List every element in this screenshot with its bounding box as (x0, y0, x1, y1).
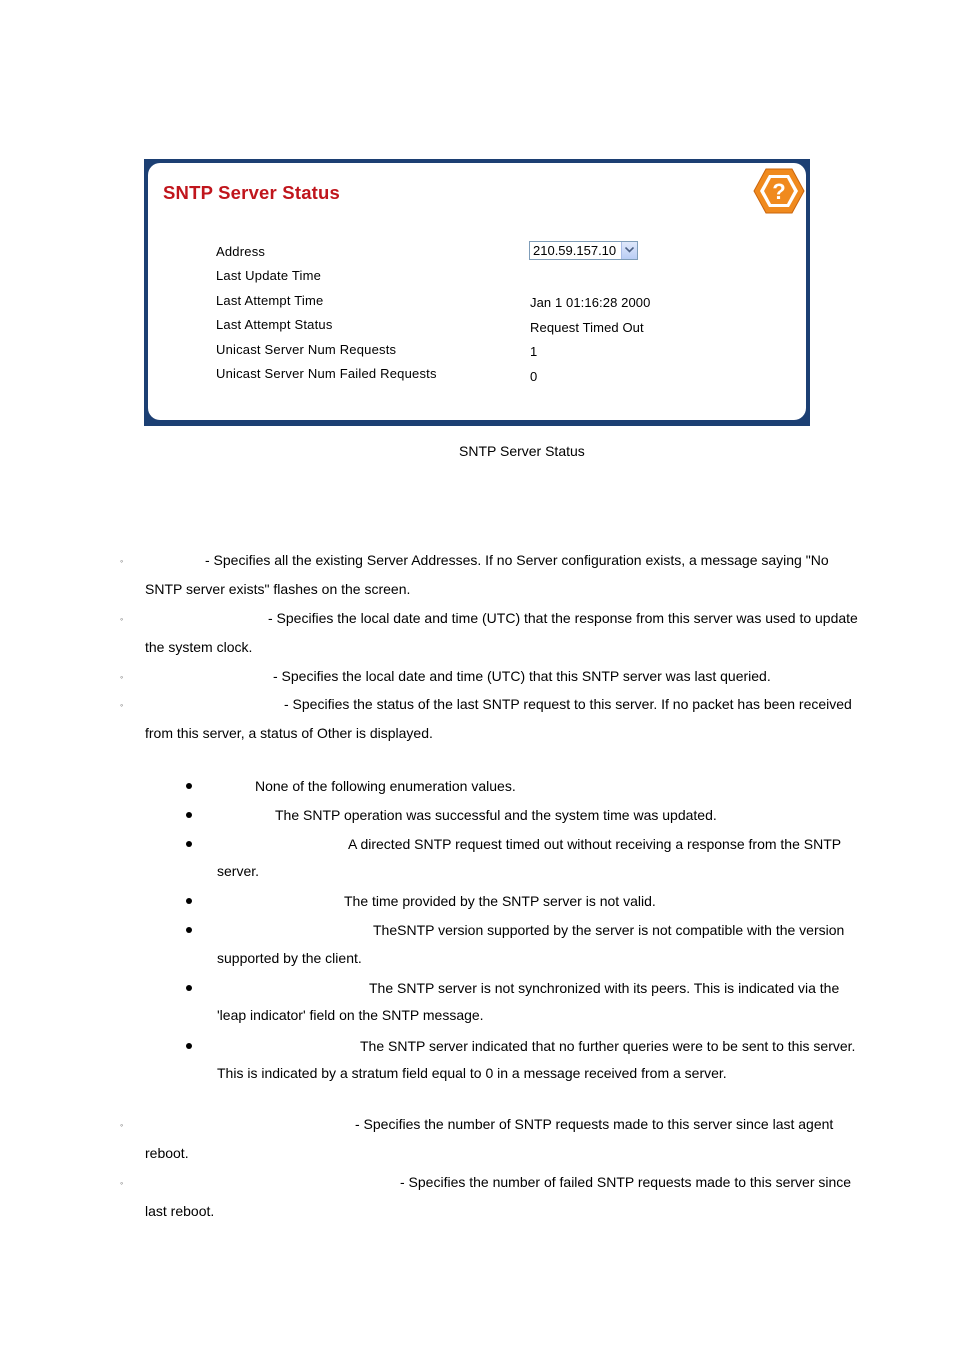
status-request-timed-out-line2: server. (217, 863, 260, 879)
status-kiss-of-death-line1: The SNTP server indicated that no further queries were to be sent to this server. (360, 1038, 856, 1054)
description-address-line2: SNTP server exists" flashes on the screen. (145, 581, 411, 597)
figure-caption: SNTP Server Status (459, 443, 585, 459)
description-num-requests-line1: - Specifies the number of SNTP requests made to this server since last agent (355, 1116, 834, 1132)
status-server-unsynchronized-line1: The SNTP server is not synchronized with its peers. This is indicated via the (369, 980, 840, 996)
description-last-attempt-status-line1: - Specifies the status of the last SNTP request to this server. If no packet has been received (284, 696, 852, 712)
unicast-num-failed-requests-label: Unicast Server Num Failed Requests (216, 366, 437, 381)
description-address-line1: - Specifies all the existing Server Addresses. If no Server configuration exists, a message saying "No (205, 552, 829, 568)
bullet (186, 1043, 192, 1049)
address-select-value: 210.59.157.10 (533, 243, 617, 258)
bullet (186, 985, 192, 991)
status-kiss-of-death-line2: This is indicated by a stratum field equal to 0 in a message received from a server. (217, 1065, 727, 1081)
question-mark-hexagon-icon[interactable] (752, 167, 806, 215)
bullet (186, 898, 192, 904)
unicast-num-requests-value: 1 (530, 344, 538, 359)
last-update-time-label: Last Update Time (216, 268, 322, 283)
description-num-failed-requests-line2: last reboot. (145, 1203, 215, 1219)
description-last-update-line1: - Specifies the local date and time (UTC) that the response from this server was used to update (268, 610, 858, 626)
address-select[interactable] (529, 241, 638, 260)
list-marker: ◦ (120, 614, 124, 624)
last-attempt-time-value: Jan 1 01:16:28 2000 (530, 295, 651, 310)
bullet (186, 841, 192, 847)
description-num-requests-line2: reboot. (145, 1145, 189, 1161)
last-attempt-time-label: Last Attempt Time (216, 293, 324, 308)
unicast-num-failed-requests-value: 0 (530, 369, 538, 384)
description-last-update-line2: the system clock. (145, 639, 253, 655)
status-version-not-supported-line2: supported by the client. (217, 950, 362, 966)
address-label: Address (216, 244, 266, 259)
bullet (186, 927, 192, 933)
chevron-down-icon (625, 247, 634, 253)
status-other-desc: None of the following enumeration values. (255, 778, 516, 794)
description-last-attempt-status-line2: from this server, a status of Other is displayed. (145, 725, 433, 741)
svg-text:?: ? (772, 179, 786, 204)
bullet (186, 783, 192, 789)
description-last-attempt-time-line1: - Specifies the local date and time (UTC) that this SNTP server was last queried. (273, 668, 771, 684)
bullet (186, 812, 192, 818)
last-attempt-status-label: Last Attempt Status (216, 317, 333, 332)
status-version-not-supported-line1: TheSNTP version supported by the server is not compatible with the version (373, 922, 845, 938)
description-num-failed-requests-line1: - Specifies the number of failed SNTP requests made to this server since (400, 1174, 852, 1190)
list-marker: ◦ (120, 1178, 124, 1188)
panel-title: SNTP Server Status (163, 182, 341, 203)
status-request-timed-out-line1: A directed SNTP request timed out without receiving a response from the SNTP (348, 836, 842, 852)
list-marker: ◦ (120, 672, 124, 682)
dropdown-button[interactable] (621, 242, 637, 259)
last-attempt-status-value: Request Timed Out (530, 320, 644, 335)
panel-body (148, 163, 806, 420)
list-marker: ◦ (120, 1120, 124, 1130)
list-marker: ◦ (120, 700, 124, 710)
list-marker: ◦ (120, 556, 124, 566)
status-server-unsynchronized-line2: 'leap indicator' field on the SNTP message. (217, 1007, 484, 1023)
unicast-num-requests-label: Unicast Server Num Requests (216, 342, 397, 357)
status-success-desc: The SNTP operation was successful and the system time was updated. (275, 807, 717, 823)
sntp-server-status-panel (144, 159, 810, 426)
status-bad-date-desc: The time provided by the SNTP server is not valid. (344, 893, 656, 909)
